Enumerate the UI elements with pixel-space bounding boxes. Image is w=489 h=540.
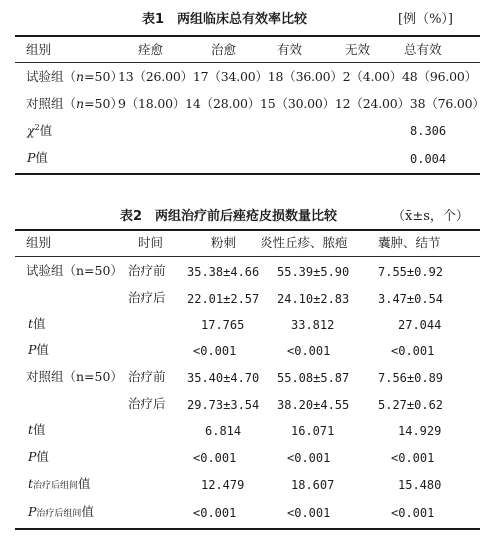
table1-header-rule	[15, 62, 480, 63]
table1-row-control-cells: 9（18.00）14（28.00）15（30.00）12（24.00）38（76.00）	[118, 96, 485, 111]
table2-row8-c2: <0.001	[287, 451, 331, 465]
table2-row7-c1: 6.814	[205, 424, 242, 438]
table2-row2-c1: 22.01±2.57	[187, 292, 260, 306]
chi-symbol: χ	[27, 123, 35, 139]
table1-unit: [例（%）]	[398, 12, 453, 27]
group-label: 试验组（	[26, 69, 77, 84]
table2-row10-c2: <0.001	[287, 506, 331, 520]
table2-row8-c1: <0.001	[193, 451, 237, 465]
table2-row7-c3: 14.929	[398, 424, 442, 438]
table2-row10-c1: <0.001	[193, 506, 237, 520]
table2-test-group-label: 试验组（n=50）	[26, 263, 123, 278]
table2-row3-c3: 27.044	[398, 318, 442, 332]
chi-suffix: 值	[39, 123, 53, 139]
table2-row7-c2: 16.071	[291, 424, 335, 438]
table2-row1-time: 治疗前	[128, 263, 166, 278]
table2-caption: 表2 两组治疗前后痤疮皮损数量比较	[120, 209, 338, 224]
table1-chi-label	[27, 124, 52, 138]
table1-header-ineffective: 无效	[345, 42, 371, 57]
table2-row3-label: t值	[28, 316, 46, 331]
table1-row-control	[26, 98, 123, 111]
table1-row-test	[26, 71, 123, 84]
table2-row10-c3: <0.001	[391, 506, 435, 520]
p-suffix: 值	[35, 150, 48, 165]
n-value: =50）	[84, 69, 123, 84]
table1-header-total: 总有效	[404, 42, 442, 57]
table2-header-comedo: 粉刺	[211, 235, 237, 250]
table2-control-group-label: 对照组（n=50）	[26, 369, 123, 384]
table1-header-cured: 痊愈	[138, 42, 164, 57]
table2-row6-c1: 29.73±3.54	[187, 398, 260, 412]
table2-row1-c3: 7.55±0.92	[378, 265, 444, 279]
table2-row5-time: 治疗前	[128, 369, 166, 384]
table2-header-papule: 炎性丘疹、脓疱	[260, 235, 348, 250]
table2-header-time: 时间	[138, 235, 164, 250]
table2-row9-c1: 12.479	[201, 478, 245, 492]
table2-row3-c1: 17.765	[201, 318, 245, 332]
table2-row8-label: P值	[28, 449, 49, 464]
table2-row2-c2: 24.10±2.83	[277, 292, 350, 306]
table1-header-group: 组别	[26, 42, 52, 57]
table2-row5-c2: 55.08±5.87	[277, 371, 350, 385]
table1-header-effective: 有效	[277, 42, 303, 57]
table2-header-cyst: 囊肿、结节	[378, 235, 441, 250]
table2-row3-c2: 33.812	[291, 318, 335, 332]
table2-row5-c3: 7.56±0.89	[378, 371, 444, 385]
table2-unit: （x̄±s，个）	[392, 209, 469, 224]
table2-row2-time: 治疗后	[128, 290, 166, 305]
table2-row9-label: t治疗后组间值	[28, 476, 91, 491]
table1-chi-value: 8.306	[410, 124, 447, 138]
table1-p-label	[27, 152, 48, 165]
table1-row-test-cells: 13（26.00）17（34.00）18（36.00）2（4.00）48（96.00）	[118, 69, 477, 84]
table2-row4-c2: <0.001	[287, 344, 331, 358]
table2-row9-c2: 18.607	[291, 478, 335, 492]
table1-caption: 表1 两组临床总有效率比较	[142, 12, 308, 27]
table2-row4-c1: <0.001	[193, 344, 237, 358]
n-symbol: n	[76, 69, 85, 84]
chi-superscript: 2	[34, 123, 40, 132]
table2-row5-c1: 35.40±4.70	[187, 371, 260, 385]
n-symbol: n	[76, 96, 85, 111]
n-value: =50）	[84, 96, 123, 111]
table2-row7-label: t值	[28, 422, 46, 437]
table2-row9-c3: 15.480	[398, 478, 442, 492]
table1-header-healed: 治愈	[211, 42, 237, 57]
table2-row2-c3: 3.47±0.54	[378, 292, 444, 306]
table2-top-rule	[15, 229, 480, 231]
table2-row6-c2: 38.20±4.55	[277, 398, 350, 412]
table2-row4-label: P值	[28, 342, 49, 357]
table2-header-group: 组别	[26, 235, 52, 250]
table2-header-rule	[15, 256, 480, 257]
table2-row6-time: 治疗后	[128, 396, 166, 411]
table1-bottom-rule	[15, 173, 480, 175]
group-label: 对照组（	[26, 96, 77, 111]
table2-row1-c1: 35.38±4.66	[187, 265, 260, 279]
table2-row1-c2: 55.39±5.90	[277, 265, 350, 279]
table2-row10-label: P治疗后组间值	[28, 504, 94, 519]
table1-p-value: 0.004	[410, 152, 447, 166]
p-symbol: P	[27, 150, 36, 165]
table2-row6-c3: 5.27±0.62	[378, 398, 444, 412]
table2-row8-c3: <0.001	[391, 451, 435, 465]
table2-bottom-rule	[15, 528, 480, 530]
table2-row4-c3: <0.001	[391, 344, 435, 358]
table1-top-rule	[15, 35, 480, 37]
